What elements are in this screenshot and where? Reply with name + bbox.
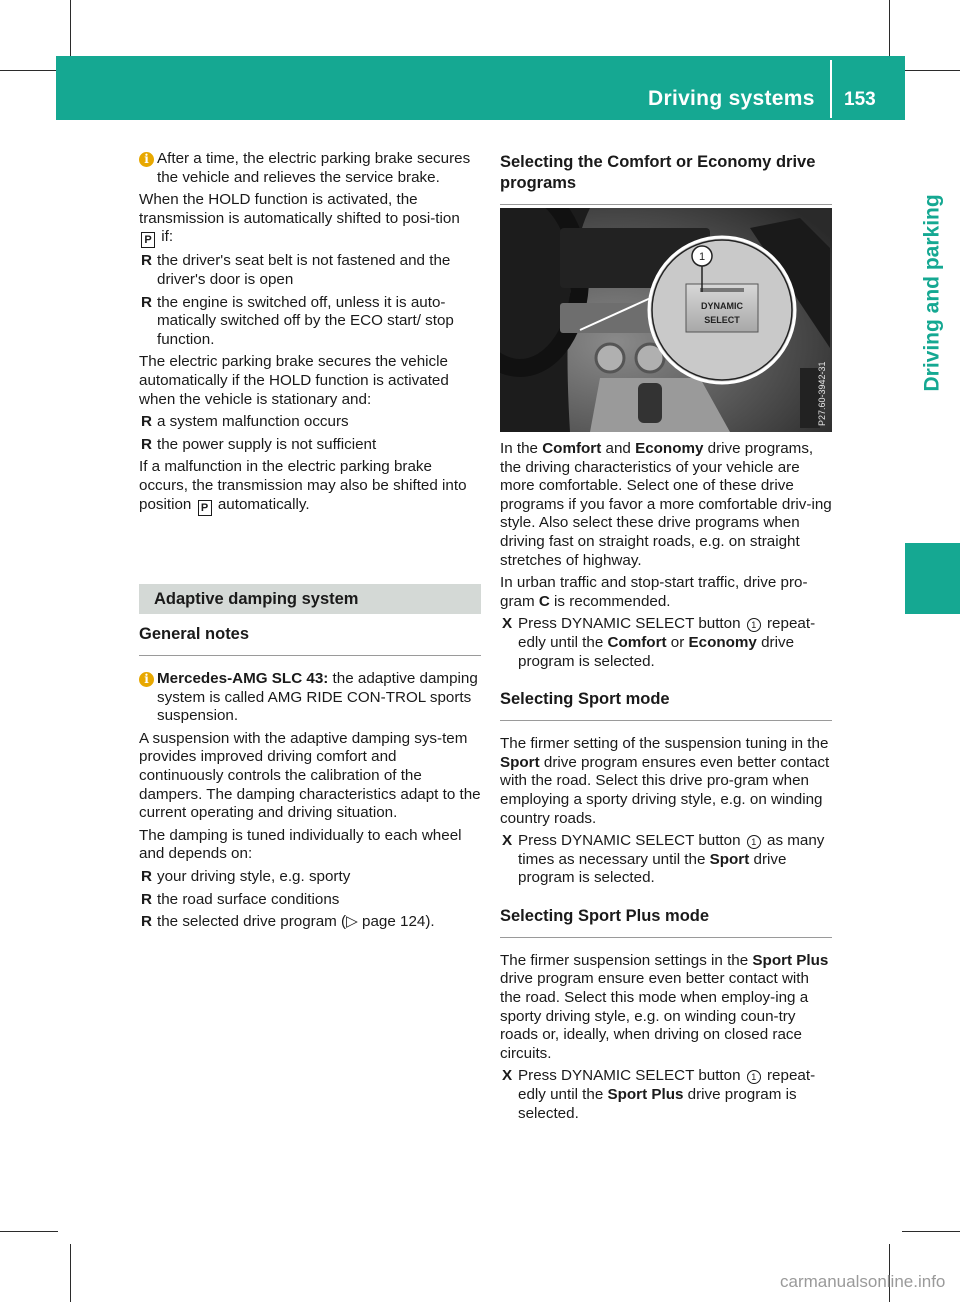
step-list <box>500 1067 832 1123</box>
list-item <box>139 413 481 432</box>
text: In the <box>500 440 543 457</box>
side-tab-label: Driving and parking <box>920 194 944 392</box>
left-column <box>139 150 481 520</box>
text: repeat-edly until the <box>518 1067 816 1104</box>
side-tab <box>905 190 960 412</box>
list-item <box>139 913 481 932</box>
paragraph <box>500 574 832 611</box>
divider <box>500 204 832 205</box>
bullet-glyph: R <box>141 867 152 885</box>
step-glyph: X <box>502 1067 513 1085</box>
step-item <box>500 615 832 671</box>
text: drive program ensure even better contact with the road. Select this mode when employ-ing a sporty driving style, e.g. on winding coun-try roads or, ideally, when driving on closed race circuits. <box>500 970 809 1062</box>
bullet-list <box>139 252 481 349</box>
note-bold: Mercedes-AMG SLC 43: <box>157 670 329 687</box>
bold-text: Sport Plus <box>607 1086 684 1104</box>
text: drive program is selected. <box>518 633 795 670</box>
dashboard-illustration <box>500 208 832 432</box>
text: if: <box>161 228 174 246</box>
text: repeat-edly until the <box>518 615 816 651</box>
paragraph <box>500 440 832 570</box>
crop-mark <box>70 0 71 58</box>
crop-mark <box>70 1244 71 1302</box>
text: Press DYNAMIC SELECT button <box>518 615 745 633</box>
crop-mark <box>902 70 960 71</box>
list-item <box>139 252 481 289</box>
text: Press DYNAMIC SELECT button <box>518 1067 745 1085</box>
page-ref-arrow-icon: ▷ <box>346 913 358 931</box>
text: automatically. <box>217 495 310 513</box>
bullet-glyph: R <box>141 293 152 311</box>
list-item-text: the selected drive program ( <box>157 913 347 931</box>
heading-sport: Selecting Sport mode <box>500 690 670 709</box>
bold-text: C <box>538 592 550 610</box>
note-text: After a time, the electric parking brake secures the vehicle and relieves the service brake. <box>157 150 471 186</box>
text: The firmer suspension settings in the <box>500 951 753 969</box>
button-label-line1: DYNAMIC <box>701 301 743 311</box>
text: or <box>666 633 689 651</box>
text: Press DYNAMIC SELECT button <box>518 832 745 850</box>
paragraph: A suspension with the adaptive damping sys-tem provides improved driving comfort and continuously controls the calibration of the dampers. The damping characteristics adapt to the current operating and driving situation. <box>139 729 481 822</box>
bullet-list <box>139 868 481 932</box>
watermark: carmanualsonline.info <box>780 1272 946 1291</box>
bold-text: Comfort <box>542 440 602 457</box>
note-text: the adaptive damping system is called AMG RIDE CON-TROL sports suspension. <box>157 670 478 725</box>
paragraph <box>139 191 481 248</box>
step-glyph: X <box>502 615 513 633</box>
bold-text: Comfort <box>607 633 667 651</box>
info-icon: i <box>139 672 154 687</box>
divider <box>500 937 832 938</box>
park-position-symbol: P <box>198 500 212 516</box>
page-number: 153 <box>844 89 876 110</box>
step-list <box>500 832 832 888</box>
list-item-text: the driver's seat belt is not fastened and the driver's door is open <box>157 252 451 288</box>
list-item <box>139 294 481 350</box>
callout-ref: 1 <box>747 1070 761 1084</box>
info-icon: i <box>139 152 154 167</box>
bullet-glyph: R <box>141 413 152 431</box>
bold-text: Sport Plus <box>752 951 829 969</box>
bullet-glyph: R <box>141 252 152 270</box>
list-item <box>139 868 481 887</box>
bullet-glyph: R <box>141 890 152 908</box>
button-label-line2: SELECT <box>704 315 740 325</box>
list-item-text: the power supply is not sufficient <box>157 435 377 453</box>
text: is recommended. <box>549 592 671 610</box>
divider <box>139 655 481 656</box>
heading-comfort-economy: Selecting the Comfort or Economy drive programs <box>500 153 816 192</box>
text: The firmer setting of the suspension tuning in the <box>500 735 829 753</box>
list-item <box>139 891 481 910</box>
paragraph <box>500 735 832 828</box>
heading-sport-plus: Selecting Sport Plus mode <box>500 906 710 925</box>
callout-ref: 1 <box>747 835 761 849</box>
text: as many times as necessary until the <box>518 832 825 868</box>
crop-mark <box>902 1231 960 1232</box>
page-reference-link[interactable]: page 124). <box>357 913 435 931</box>
section-heading <box>139 584 481 614</box>
dashboard-photo <box>500 208 832 432</box>
callout-ref: 1 <box>747 618 761 632</box>
crop-mark <box>0 1231 58 1232</box>
bold-text: Economy <box>688 633 757 651</box>
text: and <box>601 440 636 457</box>
divider <box>500 720 832 721</box>
paragraph <box>500 952 832 1064</box>
bullet-glyph: R <box>141 435 152 453</box>
list-item <box>139 436 481 455</box>
step-list <box>500 615 832 671</box>
list-item-text: your driving style, e.g. sporty <box>157 867 351 885</box>
step-item <box>500 1067 832 1123</box>
bullet-glyph: R <box>141 913 152 931</box>
list-item-text: the engine is switched off, unless it is auto-matically switched off by the ECO start/ stop function. <box>157 293 454 348</box>
info-note <box>139 670 481 726</box>
bullet-list <box>139 413 481 454</box>
text: drive program is selected. <box>518 1086 797 1122</box>
text: In urban traffic and stop-start traffic, drive pro-gram <box>500 574 808 610</box>
text: When the HOLD function is activated, the transmission is automatically shifted to posi-tion <box>139 191 460 227</box>
bold-text: Sport <box>709 850 750 868</box>
text: drive program is selected. <box>518 850 787 887</box>
text: drive program ensures even better contact with the road. Select this drive pro-gram when employing a sporty driving style, e.g. on winding country roads. <box>500 753 830 827</box>
right-column <box>500 440 832 1127</box>
bold-text: Sport <box>500 753 540 771</box>
chapter-title: Driving systems <box>648 87 815 110</box>
section-title: Adaptive damping system <box>154 590 359 608</box>
left-column-lower <box>139 624 481 936</box>
subheading-general-notes: General notes <box>139 625 250 643</box>
paragraph <box>139 458 481 515</box>
list-item-text: the road surface conditions <box>157 890 340 908</box>
header-separator <box>830 60 832 118</box>
info-note <box>139 150 481 187</box>
step-glyph: X <box>502 832 513 850</box>
side-tab-block <box>905 543 960 614</box>
text: If a malfunction in the electric parking brake occurs, the transmission may also be shifted into position <box>139 458 467 513</box>
step-item <box>500 832 832 888</box>
crop-mark <box>889 0 890 58</box>
crop-mark <box>0 70 58 71</box>
callout-number: 1 <box>698 251 706 263</box>
bold-text: Economy <box>635 440 704 457</box>
park-position-symbol: P <box>141 232 155 248</box>
text: drive programs, the driving characteristics of your vehicle are more comfortable. Select one of these drive programs if you favor a more comfortable driv-ing style. Also select these drive programs when driving fast on straight roads, e.g. on straight stretches of highway. <box>500 440 832 569</box>
list-item-text: a system malfunction occurs <box>157 413 349 431</box>
paragraph: The electric parking brake secures the vehicle automatically if the HOLD function is activated when the vehicle is stationary and: <box>139 353 449 408</box>
figure-code: P27.60-3942-31 <box>817 361 827 426</box>
paragraph: The damping is tuned individually to each wheel and depends on: <box>139 826 462 863</box>
right-column-top <box>500 152 832 205</box>
